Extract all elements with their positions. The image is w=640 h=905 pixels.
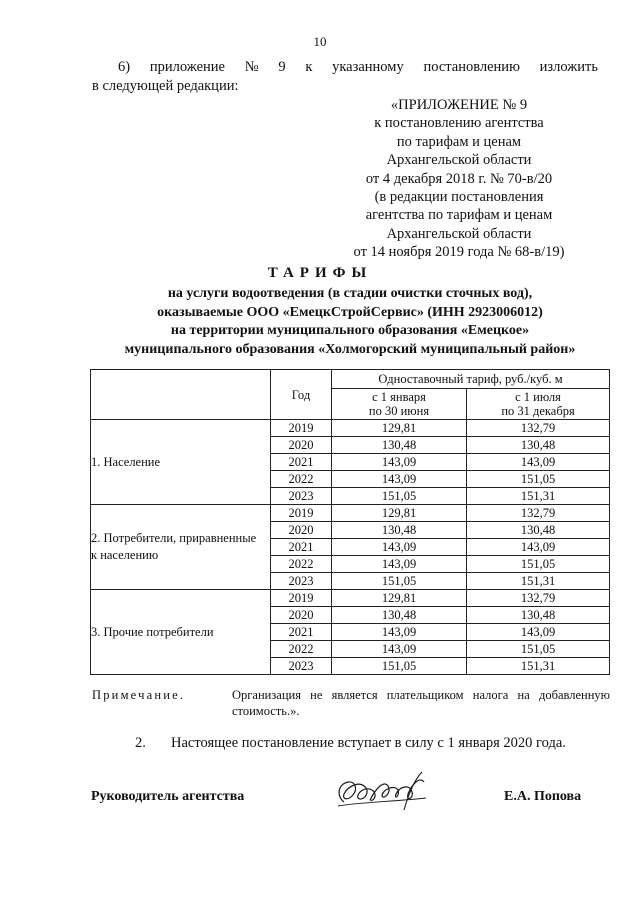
- appendix-line: к постановлению агентства: [374, 115, 544, 132]
- year-cell: 2023: [271, 573, 332, 590]
- document-subtitle: [60, 285, 640, 359]
- year-cell: 2019: [271, 420, 332, 437]
- first-half-tariff-cell: 151,05: [332, 488, 467, 505]
- second-half-tariff-cell: 151,31: [467, 488, 610, 505]
- handwritten-signature: [330, 766, 435, 816]
- first-half-tariff-cell: 143,09: [332, 471, 467, 488]
- item6-word: приложение: [149, 59, 225, 75]
- first-half-tariff-cell: 129,81: [332, 420, 467, 437]
- year-cell: 2020: [271, 607, 332, 624]
- signatory-name: Е.А. Попова: [504, 789, 582, 804]
- appendix-line: Архангельской области: [386, 225, 532, 242]
- signatory-title: Руководитель агентства: [91, 789, 245, 804]
- first-half-tariff-cell: 143,09: [332, 539, 467, 556]
- item6-second-line: в следующей редакции:: [92, 78, 239, 94]
- first-half-tariff-cell: 129,81: [332, 505, 467, 522]
- table-row: [91, 420, 610, 437]
- year-cell: 2019: [271, 505, 332, 522]
- second-half-tariff-cell: 143,09: [467, 624, 610, 641]
- second-half-tariff-cell: 143,09: [467, 454, 610, 471]
- first-half-tariff-cell: 143,09: [332, 556, 467, 573]
- category-cell: 1. Население: [91, 420, 271, 505]
- document-title: ТАРИФЫ: [267, 265, 373, 281]
- first-half-tariff-cell: 130,48: [332, 522, 467, 539]
- year-cell: 2021: [271, 539, 332, 556]
- header-second-half: с 1 июля по 31 декабря: [467, 389, 610, 420]
- table-row: [91, 505, 610, 522]
- first-half-tariff-cell: 143,09: [332, 624, 467, 641]
- second-half-tariff-cell: 132,79: [467, 590, 610, 607]
- second-half-tariff-cell: 130,48: [467, 522, 610, 539]
- item6-word: №: [244, 59, 259, 75]
- item6-word: 6): [118, 59, 131, 75]
- item6-word: указанному: [332, 59, 404, 75]
- second-half-tariff-cell: 151,31: [467, 658, 610, 675]
- first-half-tariff-cell: 143,09: [332, 641, 467, 658]
- year-cell: 2021: [271, 454, 332, 471]
- subtitle-line: оказываемые ООО «ЕмецкСтройСервис» (ИНН 2923006012): [157, 304, 543, 320]
- item6-word: постановлению: [423, 59, 520, 75]
- year-cell: 2023: [271, 658, 332, 675]
- year-cell: 2022: [271, 641, 332, 658]
- first-half-tariff-cell: 143,09: [332, 454, 467, 471]
- tariff-table-body: [91, 420, 610, 675]
- appendix-line: по тарифам и ценам: [396, 133, 522, 150]
- appendix-line: Архангельской области: [386, 152, 532, 169]
- item6-first-line: [118, 58, 598, 77]
- first-half-tariff-cell: 130,48: [332, 607, 467, 624]
- appendix-line: от 14 ноября 2019 года № 68-в/19): [353, 244, 565, 261]
- appendix-line: «ПРИЛОЖЕНИЕ № 9: [390, 97, 528, 113]
- second-half-tariff-cell: 132,79: [467, 505, 610, 522]
- tariff-table: [90, 369, 610, 675]
- category-cell: 3. Прочие потребители: [91, 590, 271, 675]
- first-half-tariff-cell: 129,81: [332, 590, 467, 607]
- subtitle-line: на территории муниципального образования «Емецкое»: [170, 323, 530, 339]
- item2-paragraph: [135, 735, 566, 752]
- item6-word: изложить: [539, 59, 598, 75]
- second-half-tariff-cell: 151,05: [467, 556, 610, 573]
- second-half-tariff-cell: 130,48: [467, 607, 610, 624]
- appendix-line: агентства по тарифам и ценам: [365, 207, 553, 224]
- year-cell: 2019: [271, 590, 332, 607]
- header-first-half: с 1 января по 30 июня: [332, 389, 467, 420]
- year-cell: 2022: [271, 556, 332, 573]
- first-half-tariff-cell: 130,48: [332, 437, 467, 454]
- note-label: Примечание.: [92, 688, 186, 702]
- category-cell: 2. Потребители, приравненные к населению: [91, 505, 271, 590]
- header-tariff: Одноставочный тариф, руб./куб. м: [332, 370, 610, 389]
- second-half-tariff-cell: 151,31: [467, 573, 610, 590]
- year-cell: 2020: [271, 437, 332, 454]
- header-year: Год: [271, 370, 332, 420]
- item2-number: 2.: [135, 735, 146, 751]
- page-number: 10: [313, 34, 327, 49]
- table-row: [91, 590, 610, 607]
- year-cell: 2022: [271, 471, 332, 488]
- appendix-line: (в редакции постановления: [374, 189, 544, 206]
- second-half-tariff-cell: 151,05: [467, 471, 610, 488]
- year-cell: 2023: [271, 488, 332, 505]
- second-half-tariff-cell: 143,09: [467, 539, 610, 556]
- item2-text: Настоящее постановление вступает в силу с 1 января 2020 года.: [171, 735, 566, 751]
- subtitle-line: на услуги водоотведения (в стадии очистки сточных вод),: [167, 286, 533, 301]
- year-cell: 2020: [271, 522, 332, 539]
- first-half-tariff-cell: 151,05: [332, 658, 467, 675]
- second-half-tariff-cell: 130,48: [467, 437, 610, 454]
- first-half-tariff-cell: 151,05: [332, 573, 467, 590]
- second-half-tariff-cell: 151,05: [467, 641, 610, 658]
- year-cell: 2021: [271, 624, 332, 641]
- subtitle-line: муниципального образования «Холмогорский муниципальный район»: [124, 341, 576, 357]
- appendix-line: от 4 декабря 2018 г. № 70-в/20: [365, 170, 553, 187]
- note-text: Организация не является плательщиком налога на добавленную стоимость.».: [232, 688, 610, 718]
- item6-word: к: [305, 59, 313, 75]
- second-half-tariff-cell: 132,79: [467, 420, 610, 437]
- item6-word: 9: [278, 59, 286, 75]
- header-category: [91, 370, 271, 420]
- appendix-header: [330, 96, 588, 262]
